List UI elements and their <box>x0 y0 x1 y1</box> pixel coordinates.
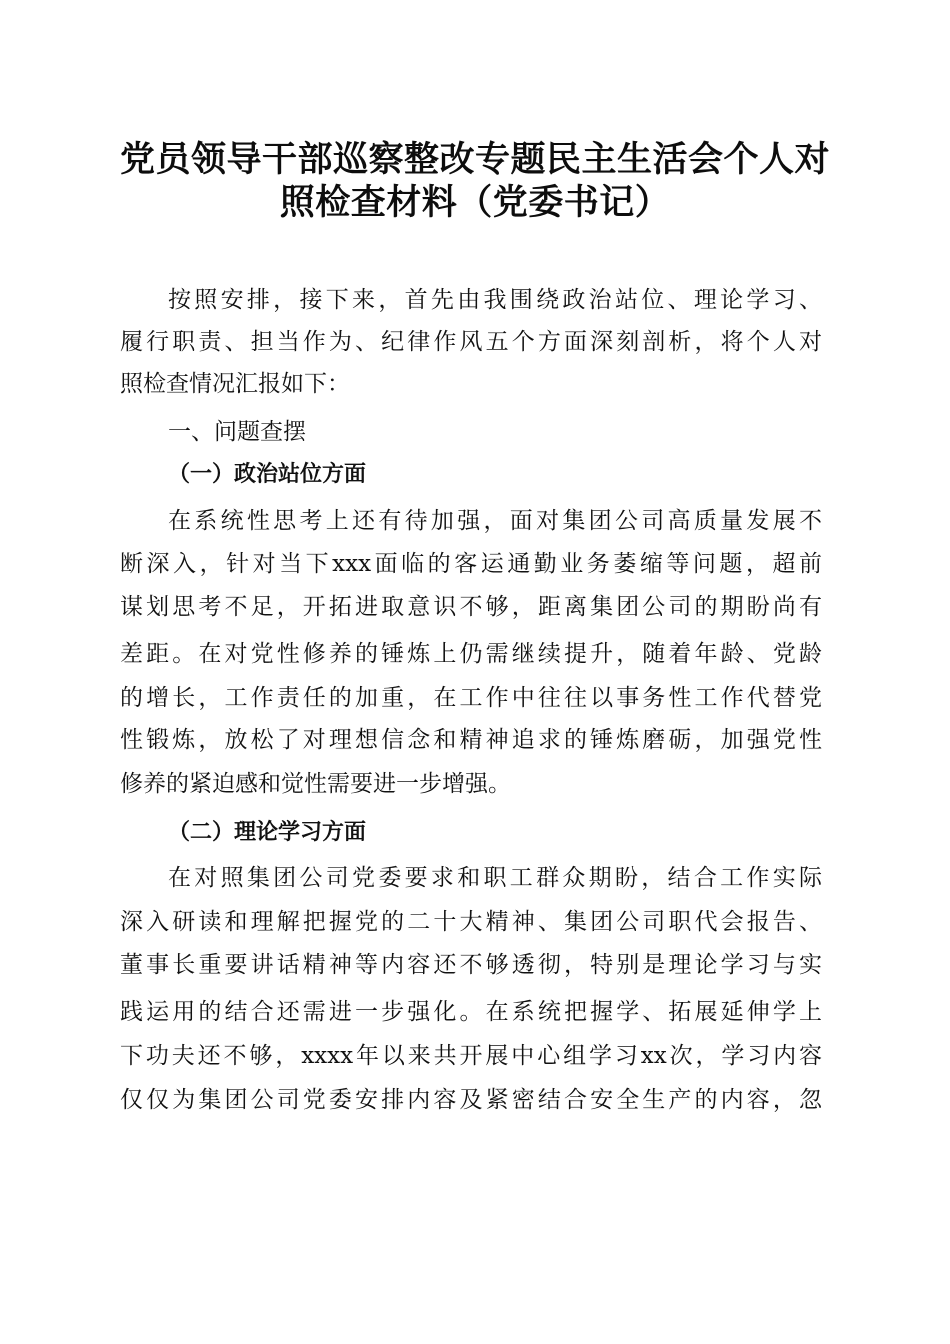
paragraph-line: 差距。在对党性修养的锤炼上仍需继续提升，随着年龄、党龄 <box>120 641 822 667</box>
subsection-heading-theory-study: （二）理论学习方面 <box>168 819 367 845</box>
intro-paragraph-line: 按照安排，接下来，首先由我围绕政治站位、理论学习、 <box>168 287 822 313</box>
paragraph-line: 董事长重要讲话精神等内容还不够透彻，特别是理论学习与实 <box>120 952 822 978</box>
section-heading-problems: 一、问题查摆 <box>168 419 306 445</box>
subsection-heading-political-stance: （一）政治站位方面 <box>168 461 367 487</box>
intro-paragraph-line: 履行职责、担当作为、纪律作风五个方面深刻剖析，将个人对 <box>120 329 822 355</box>
paragraph-line: 在对照集团公司党委要求和职工群众期盼，结合工作实际 <box>168 865 822 891</box>
paragraph-line: 在系统性思考上还有待加强，面对集团公司高质量发展不 <box>168 508 822 534</box>
paragraph-line: 深入研读和理解把握党的二十大精神、集团公司职代会报告、 <box>120 909 822 935</box>
document-title-line-2: 照检查材料（党委书记） <box>279 183 671 223</box>
document-title-line-1: 党员领导干部巡察整改专题民主生活会个人对 <box>119 140 830 180</box>
paragraph-line: 下功夫还不够，xxxx年以来共开展中心组学习xx次，学习内容 <box>120 1043 822 1069</box>
intro-paragraph-line: 照检查情况汇报如下： <box>120 371 350 397</box>
paragraph-line: 断深入，针对当下xxx面临的客运通勤业务萎缩等问题，超前 <box>120 551 822 577</box>
paragraph-line: 修养的紧迫感和觉性需要进一步增强。 <box>120 771 511 797</box>
paragraph-line: 性锻炼，放松了对理想信念和精神追求的锤炼磨砺，加强党性 <box>120 727 822 753</box>
paragraph-line: 践运用的结合还需进一步强化。在系统把握学、拓展延伸学上 <box>120 999 822 1025</box>
paragraph-line: 的增长，工作责任的加重，在工作中往往以事务性工作代替党 <box>120 685 822 711</box>
paragraph-line: 仅仅为集团公司党委安排内容及紧密结合安全生产的内容，忽 <box>120 1087 822 1113</box>
paragraph-line: 谋划思考不足，开拓进取意识不够，距离集团公司的期盼尚有 <box>120 594 822 620</box>
